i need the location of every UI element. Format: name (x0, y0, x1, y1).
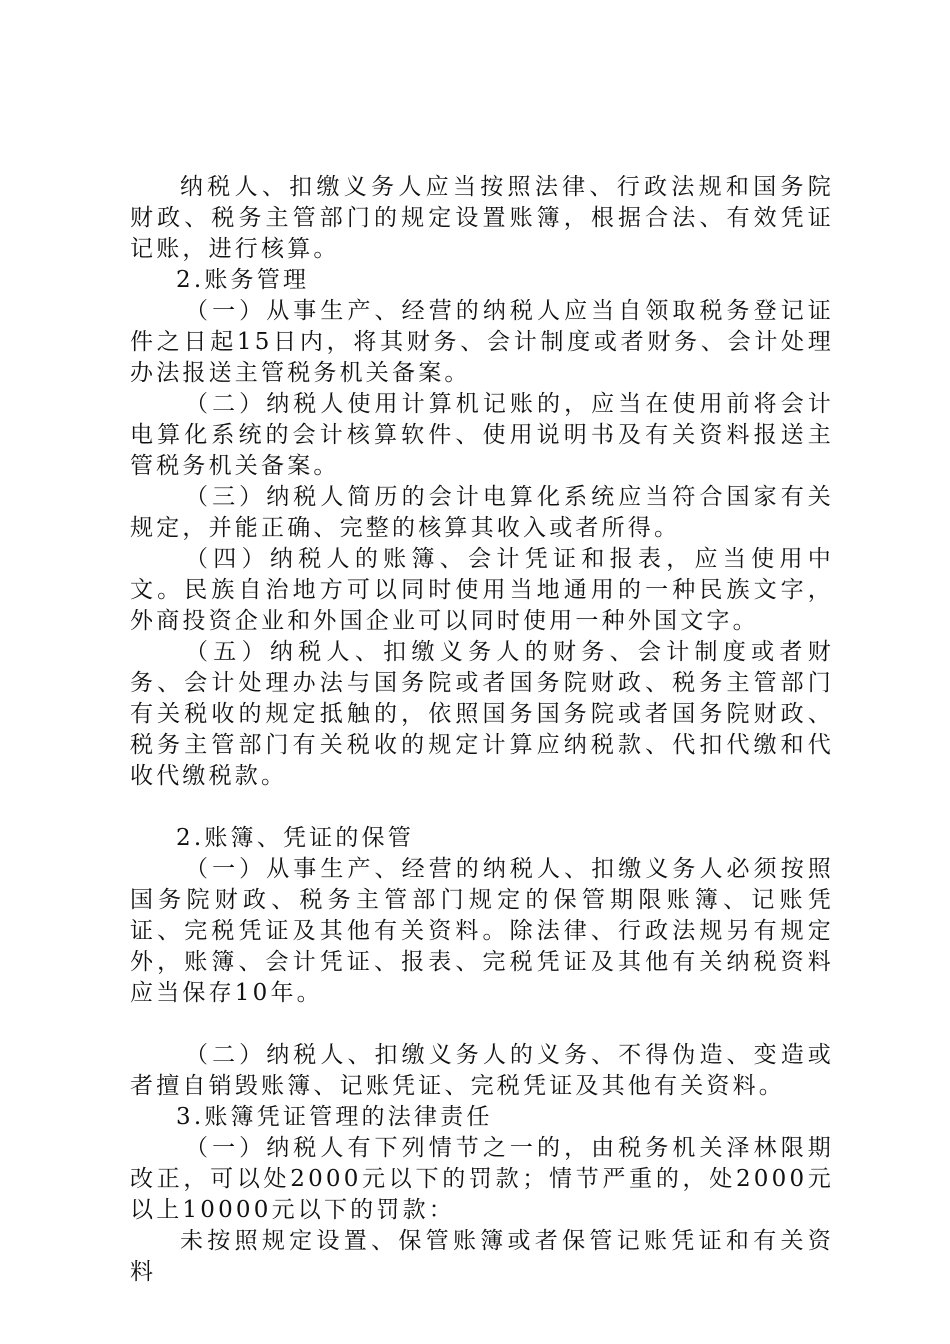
paragraph-storage-item-2: （二）纳税人、扣缴义务人的义务、不得伪造、变造或者擅自销毁账簿、记账凭证、完税凭证及其他有关资料。 (130, 1042, 834, 1099)
heading-voucher-storage: 2.账簿、凭证的保管 (176, 825, 414, 851)
document-body (130, 172, 834, 1288)
heading-account-management: 2.账务管理 (176, 267, 310, 293)
paragraph-intro: 纳税人、扣缴义务人应当按照法律、行政法规和国务院财政、税务主管部门的规定设置账簿，根据合法、有效凭证记账，进行核算。 (130, 174, 834, 262)
paragraph-storage-item-1: （一）从事生产、经营的纳税人、扣缴义务人必须按照国务院财政、税务主管部门规定的保管期限账簿、记账凭证、完税凭证及其他有关资料。除法律、行政法规另有规定外，账簿、会计凭证、报表、完税凭证及其他有关纳税资料应当保存10年。 (130, 856, 834, 1006)
paragraph-gap (130, 792, 834, 823)
heading-legal-liability: 3.账簿凭证管理的法律责任 (176, 1104, 493, 1130)
paragraph-gap (130, 1009, 834, 1040)
paragraph-item-1: （一）从事生产、经营的纳税人应当自领取税务登记证件之日起15日内，将其财务、会计制度或者财务、会计处理办法报送主管税务机关备案。 (130, 298, 834, 386)
paragraph-liability-item-1: （一）纳税人有下列情节之一的，由税务机关泽林限期改正，可以处2000元以下的罚款；情节严重的，处2000元以上10000元以下的罚款： (130, 1135, 834, 1223)
paragraph-item-3: （三）纳税人简历的会计电算化系统应当符合国家有关规定，并能正确、完整的核算其收入或者所得。 (130, 484, 834, 541)
paragraph-item-5: （五）纳税人、扣缴义务人的财务、会计制度或者财务、会计处理办法与国务院或者国务院财政、税务主管部门有关税收的规定抵触的，依照国务国务院或者国务院财政、税务主管部门有关税收的规定计算应纳税款、代扣代缴和代收代缴税款。 (130, 639, 834, 789)
paragraph-item-4: （四）纳税人的账簿、会计凭证和报表，应当使用中文。民族自治地方可以同时使用当地通用的一种民族文字，外商投资企业和外国企业可以同时使用一种外国文字。 (130, 546, 834, 634)
paragraph-liability-detail: 未按照规定设置、保管账簿或者保管记账凭证和有关资料 (130, 1228, 834, 1285)
paragraph-item-2: （二）纳税人使用计算机记账的，应当在使用前将会计电算化系统的会计核算软件、使用说明书及有关资料报送主管税务机关备案。 (130, 391, 834, 479)
